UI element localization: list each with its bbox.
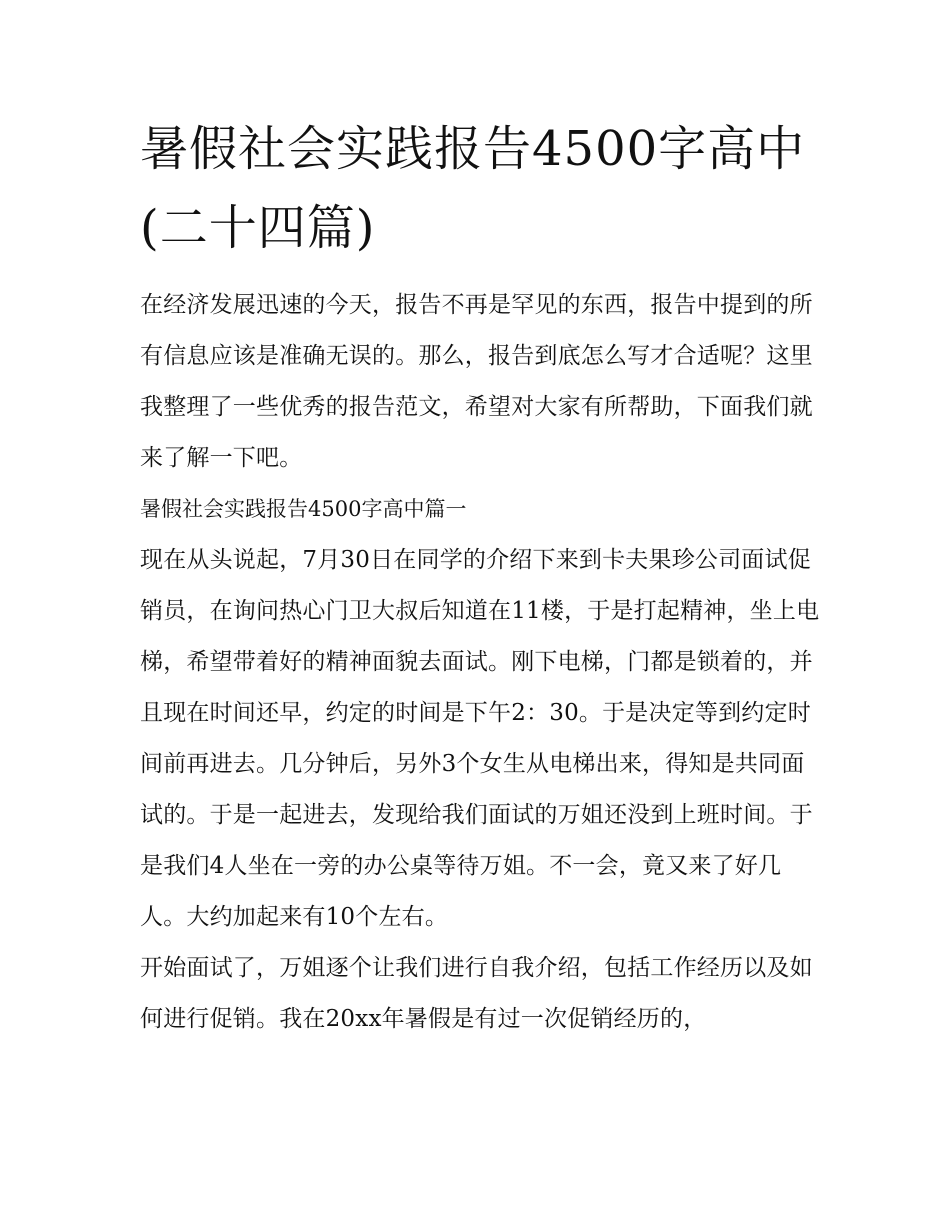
document-title: 暑假社会实践报告4500字高中(二十四篇) bbox=[140, 121, 806, 256]
document-page bbox=[140, 110, 820, 1045]
body-paragraph: 开始面试了，万姐逐个让我们进行自我介绍，包括工作经历以及如何进行促销。我在20xx年暑假是有过一次促销经历的， bbox=[140, 955, 813, 1032]
intro-paragraph: 在经济发展迅速的今天，报告不再是罕见的东西，报告中提到的所有信息应该是准确无误的。那么，报告到底怎么写才合适呢？这里我整理了一些优秀的报告范文，希望对大家有所帮助，下面我们就来了解一下吧。 bbox=[140, 292, 813, 471]
body-paragraph: 现在从头说起，7月30日在同学的介绍下来到卡夫果珍公司面试促销员，在询问热心门卫大叔后知道在11楼，于是打起精神，坐上电梯，希望带着好的精神面貌去面试。刚下电梯，门都是锁着的，并且现在时间还早，约定的时间是下午2：30。于是决定等到约定时间前再进去。几分钟后，另外3个女生从电梯出来，得知是共同面试的。于是一起进去，发现给我们面试的万姐还没到上班时间。于是我们4人坐在一旁的办公桌等待万姐。不一会，竟又来了好几人。大约加起来有10个左右。 bbox=[140, 547, 820, 930]
section-heading: 暑假社会实践报告4500字高中篇一 bbox=[140, 497, 467, 521]
